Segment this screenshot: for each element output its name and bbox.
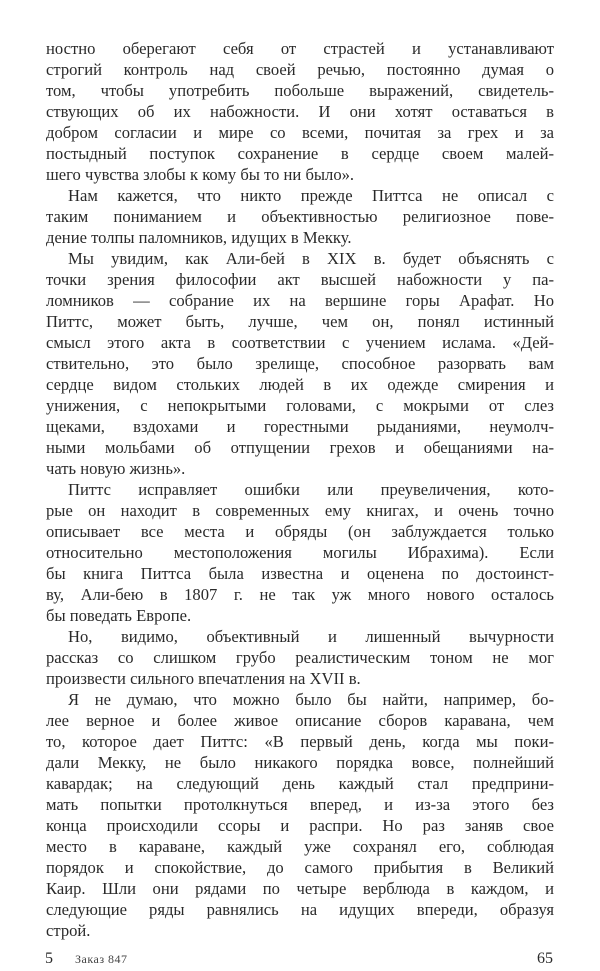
text-line: ностно оберегают себя от страстей и устанавливают <box>46 39 554 58</box>
text-line: то, которое дает Питтс: «В первый день, когда мы поки- <box>46 732 554 751</box>
text-line: ломников — собрание их на вершине горы Арафат. Но <box>46 291 554 310</box>
text-line: кавардак; на следующий день каждый стал предприни- <box>46 774 554 793</box>
body-text <box>46 38 554 941</box>
text-line: строй. <box>46 921 91 940</box>
text-line: порядок и спокойствие, до самого прибытия в Великий <box>46 858 554 877</box>
signature-mark: 5 <box>45 950 53 967</box>
text-line: Мы увидим, как Али-бей в XIX в. будет объяснять с <box>68 249 554 268</box>
print-order-number: Заказ 847 <box>75 952 128 966</box>
text-line: бы поведать Европе. <box>46 606 192 625</box>
text-line: рые он находит в современных ему книгах, и очень точно <box>46 501 554 520</box>
text-line: описывает все места и обряды (он заблуждается только <box>46 522 554 541</box>
text-line: щеками, вздохами и горестными рыданиями, неумолч- <box>46 417 554 436</box>
text-line: унижения, с непокрытыми головами, с мокрыми от слез <box>46 396 554 415</box>
text-line: дали Мекку, не было никакого порядка вовсе, полнейший <box>46 753 554 772</box>
text-line: чать новую жизнь». <box>46 459 186 478</box>
text-line: мать попытки протолкнуться вперед, и из-за этого без <box>46 795 554 814</box>
paragraph <box>46 626 554 689</box>
text-line: конца происходили ссоры и распри. Но раз заняв свое <box>46 816 554 835</box>
text-line: Питтс исправляет ошибки или преувеличения, кото- <box>68 480 554 499</box>
text-line: Питтс, может быть, лучше, чем он, понял истинный <box>46 312 554 331</box>
text-line: шего чувства злобы к кому бы то ни было». <box>46 165 355 184</box>
text-line: ву, Али-бею в 1807 г. не так уж много нового осталось <box>46 585 554 604</box>
text-line: таким пониманием и объективностью религиозное пове- <box>46 207 554 226</box>
text-line: Нам кажется, что никто прежде Питтса не описал с <box>68 186 554 205</box>
text-line: постыдный поступок сохранение в сердце своем малей- <box>46 144 554 163</box>
text-line: рассказ со слишком грубо реалистическим тоном не мог <box>46 648 554 667</box>
text-line: сердце видом стольких людей в их одежде смирения и <box>46 375 554 394</box>
text-line: ствующих об их набожности. И они хотят оставаться в <box>46 102 554 121</box>
text-line: следующие ряды равнялись на идущих впереди, образуя <box>46 900 554 919</box>
paragraph <box>46 479 554 626</box>
text-line: место в караване, каждый уже сохранял его, соблюдая <box>46 837 554 856</box>
text-line: относительно местоположения могилы Ибрахима). Если <box>46 543 554 562</box>
text-line: произвести сильного впечатления на XVII в. <box>46 669 361 688</box>
paragraph <box>46 185 554 248</box>
paragraph <box>46 689 554 941</box>
paragraph <box>46 38 554 185</box>
text-line: точки зрения философии акт высшей набожности у па- <box>46 270 554 289</box>
text-line: бы книга Питтса была известна и оценена по достоинст- <box>46 564 554 583</box>
text-line: строгий контроль над своей речью, постоянно думая о <box>46 60 554 79</box>
text-line: смысл этого акта в соответствии с учением ислама. «Дей- <box>46 333 554 352</box>
text-line: добром согласии и мире со всеми, почитая за грех и за <box>46 123 554 142</box>
text-line: Каир. Шли они рядами по четыре верблюда в каждом, и <box>46 879 554 898</box>
text-line: лее верное и более живое описание сборов каравана, чем <box>46 711 554 730</box>
text-line: Я не думаю, что можно было бы найти, например, бо- <box>68 690 554 709</box>
page-number: 65 <box>537 950 553 967</box>
text-line: том, чтобы употребить побольше выражений, свидетель- <box>46 81 554 100</box>
paragraph <box>46 248 554 479</box>
text-line: дение толпы паломников, идущих в Мекку. <box>46 228 352 247</box>
text-line: Но, видимо, объективный и лишенный вычурности <box>68 627 554 646</box>
page-footer <box>45 949 553 971</box>
text-line: ными мольбами об отпущении грехов и обещаниями на- <box>46 438 554 457</box>
text-line: ствительно, это было зрелище, способное разорвать вам <box>46 354 554 373</box>
